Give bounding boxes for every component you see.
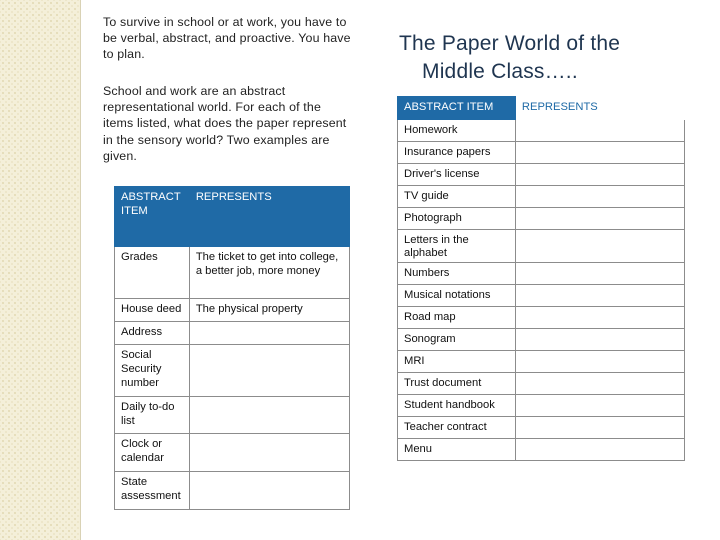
cell-represents[interactable] (515, 351, 684, 373)
cell-represents[interactable]: The ticket to get into college, a better job, more money (189, 247, 349, 299)
table-row (398, 142, 685, 164)
intro-paragraph-2 (103, 83, 351, 164)
table-row (115, 434, 350, 472)
cell-item: House deed (115, 299, 190, 322)
table-row (398, 164, 685, 186)
cell-item: Menu (398, 439, 516, 461)
examples-table (114, 186, 350, 510)
intro-paragraph-1 (103, 14, 351, 63)
cell-represents[interactable] (515, 142, 684, 164)
cell-represents[interactable] (515, 186, 684, 208)
cell-represents[interactable] (515, 230, 684, 263)
cell-represents[interactable] (515, 329, 684, 351)
cell-represents[interactable] (189, 345, 349, 397)
cell-item: Driver's license (398, 164, 516, 186)
cell-item: State assessment (115, 472, 190, 510)
table-row (115, 345, 350, 397)
table-row (398, 395, 685, 417)
cell-item: Trust document (398, 373, 516, 395)
cell-item: Road map (398, 307, 516, 329)
cell-item: Social Security number (115, 345, 190, 397)
cell-represents[interactable] (515, 285, 684, 307)
table-row (398, 208, 685, 230)
cell-represents[interactable] (515, 263, 684, 285)
cell-represents[interactable] (515, 373, 684, 395)
cell-item: Numbers (398, 263, 516, 285)
page-title (399, 30, 699, 86)
cell-represents[interactable] (189, 472, 349, 510)
cell-represents[interactable] (515, 439, 684, 461)
table-row (398, 439, 685, 461)
table-row (398, 285, 685, 307)
header-abstract-item: ABSTRACT ITEM (398, 97, 516, 120)
cell-item: Sonogram (398, 329, 516, 351)
page-title-line-2: Middle Class….. (422, 60, 578, 83)
cell-item: Clock or calendar (115, 434, 190, 472)
cell-item: Address (115, 322, 190, 345)
cell-item: TV guide (398, 186, 516, 208)
table-row (398, 373, 685, 395)
table-row (398, 263, 685, 285)
cell-item: Teacher contract (398, 417, 516, 439)
cell-item: Grades (115, 247, 190, 299)
table-row (115, 472, 350, 510)
table-row (398, 186, 685, 208)
intro-text-1: To survive in school or at work, you have to be verbal, abstract, and proactive. You have to plan. (103, 15, 351, 62)
header-abstract-item: ABSTRACT ITEM (115, 187, 190, 247)
side-strip-divider (80, 0, 81, 540)
header-represents: REPRESENTS (515, 97, 684, 120)
cell-represents[interactable] (515, 395, 684, 417)
page-title-line-1: The Paper World of the (399, 32, 621, 55)
table-row (115, 299, 350, 322)
table-header-row (115, 187, 350, 247)
cell-item: Student handbook (398, 395, 516, 417)
cell-item: Insurance papers (398, 142, 516, 164)
table-row (398, 120, 685, 142)
decorative-side-strip (0, 0, 80, 540)
table-row (398, 307, 685, 329)
paper-world-table (397, 96, 685, 461)
table-row (115, 322, 350, 345)
cell-item: Photograph (398, 208, 516, 230)
table-row (398, 417, 685, 439)
cell-item: Homework (398, 120, 516, 142)
cell-represents[interactable]: The physical property (189, 299, 349, 322)
cell-item: Daily to-do list (115, 397, 190, 434)
table-row (398, 230, 685, 263)
table-row (115, 247, 350, 299)
cell-represents[interactable] (189, 434, 349, 472)
table-row (398, 329, 685, 351)
cell-item: MRI (398, 351, 516, 373)
intro-text-2: School and work are an abstract representational world. For each of the items listed, what does the paper represent in the sensory world? Two examples are given. (103, 84, 347, 163)
cell-represents[interactable] (515, 208, 684, 230)
header-represents: REPRESENTS (189, 187, 349, 247)
table-row (115, 397, 350, 434)
cell-represents[interactable] (189, 397, 349, 434)
table-row (398, 351, 685, 373)
cell-represents[interactable] (515, 307, 684, 329)
cell-item: Musical notations (398, 285, 516, 307)
cell-represents[interactable] (189, 322, 349, 345)
cell-represents[interactable] (515, 120, 684, 142)
cell-represents[interactable] (515, 417, 684, 439)
cell-item: Letters in the alphabet (398, 230, 516, 263)
table-header-row (398, 97, 685, 120)
cell-represents[interactable] (515, 164, 684, 186)
